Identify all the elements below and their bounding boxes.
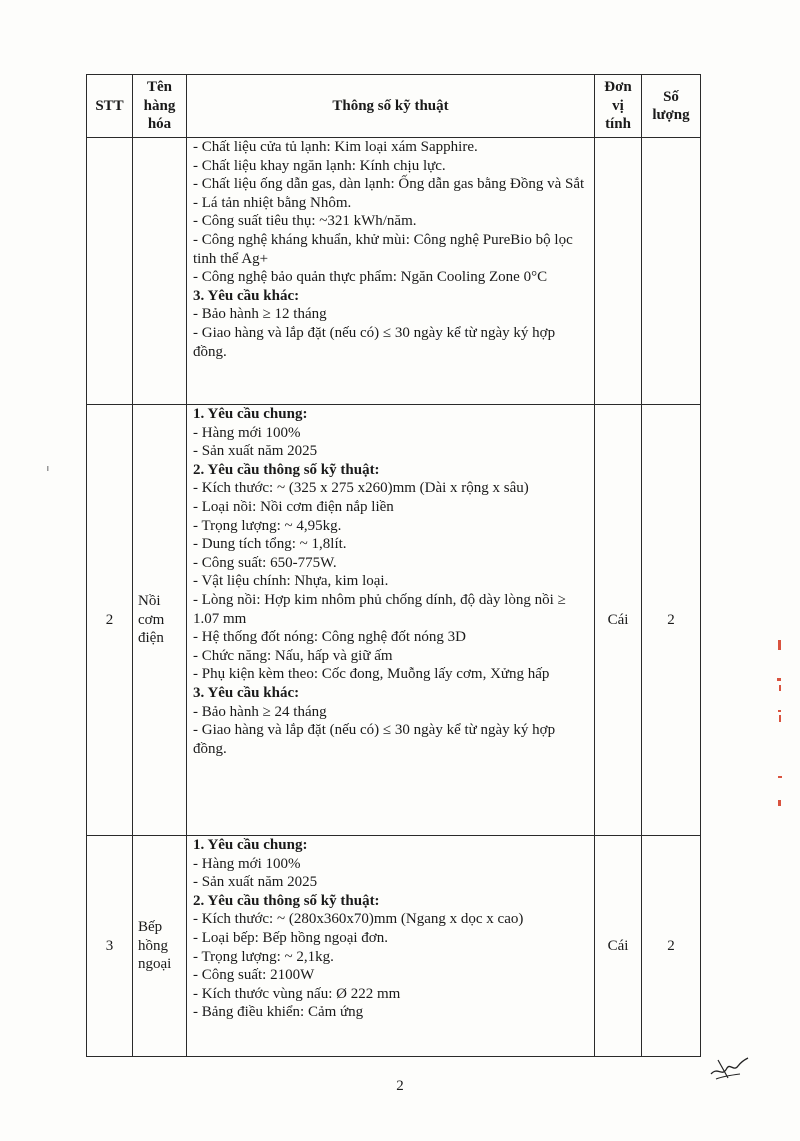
header-name: Tên hàng hóa xyxy=(133,75,187,138)
spec-heading: 2. Yêu cầu thông số kỹ thuật: xyxy=(193,461,380,478)
cell-unit: Cái xyxy=(595,405,642,836)
cell-item-name: Bếp hồng ngoại xyxy=(133,836,187,1057)
spec-line: - Chất liệu cửa tủ lạnh: Kim loại xám Sapphire. xyxy=(193,139,478,155)
spec-line: - Hệ thống đốt nóng: Công nghệ đốt nóng 3D xyxy=(193,629,466,646)
spec-line: - Công nghệ kháng khuẩn, khử mùi: Công nghệ PureBio bộ lọc tinh thể Ag+ xyxy=(193,231,573,267)
spec-line: - Kích thước vùng nấu: Ø 222 mm xyxy=(193,985,401,1002)
spec-line: - Trọng lượng: ~ 4,95kg. xyxy=(193,517,342,534)
table-row xyxy=(87,138,701,405)
header-spec: Thông số kỹ thuật xyxy=(187,75,595,138)
spec-line: - Dung tích tổng: ~ 1,8lít. xyxy=(193,536,347,553)
cell-item-name: Nồi cơm điện xyxy=(133,405,187,836)
spec-line: - Lòng nồi: Hợp kim nhôm phủ chống dính, độ dày lòng nồi ≥ 1.07 mm xyxy=(193,591,566,627)
spec-table xyxy=(86,74,701,1057)
margin-stamp-marks xyxy=(775,640,787,815)
cell-spec xyxy=(187,836,595,1057)
spec-line: - Bảo hành ≥ 24 tháng xyxy=(193,703,327,720)
spec-line: - Bảo hành ≥ 12 tháng xyxy=(193,306,327,323)
table-row xyxy=(87,836,701,1057)
cell-qty: 2 xyxy=(642,405,701,836)
scan-speck xyxy=(47,466,50,472)
cell-qty xyxy=(642,138,701,405)
spec-heading: 3. Yêu cầu khác: xyxy=(193,684,300,701)
cell-item-name xyxy=(133,138,187,405)
spec-line: - Chất liệu ống dẫn gas, dàn lạnh: Ống dẫn gas bằng Đồng và Sắt - Lá tản nhiệt bằng Nhôm. xyxy=(193,176,585,211)
table-row xyxy=(87,405,701,836)
spec-heading: 1. Yêu cầu chung: xyxy=(193,837,308,853)
spec-line: - Trọng lượng: ~ 2,1kg. xyxy=(193,948,334,965)
header-qty: Số lượng xyxy=(642,75,701,138)
table-body xyxy=(87,138,701,1057)
cell-stt: 2 xyxy=(87,405,133,836)
cell-stt xyxy=(87,138,133,405)
cell-unit xyxy=(595,138,642,405)
spec-line: - Giao hàng và lắp đặt (nếu có) ≤ 30 ngày kể từ ngày ký hợp đồng. xyxy=(193,722,556,757)
spec-line: - Vật liệu chính: Nhựa, kim loại. xyxy=(193,573,389,590)
spec-line: - Sản xuất năm 2025 xyxy=(193,443,318,460)
spec-line: - Phụ kiện kèm theo: Cốc đong, Muỗng lấy cơm, Xửng hấp xyxy=(193,666,550,683)
spec-line: - Chức năng: Nấu, hấp và giữ ấm xyxy=(193,647,393,664)
header-unit: Đơn vị tính xyxy=(595,75,642,138)
spec-line: - Sản xuất năm 2025 xyxy=(193,874,318,891)
table-header-row xyxy=(87,75,701,138)
spec-line: - Hàng mới 100% xyxy=(193,855,301,872)
cell-spec xyxy=(187,138,595,405)
spec-heading: 3. Yêu cầu khác: xyxy=(193,287,300,304)
page-number: 2 xyxy=(396,1078,404,1094)
spec-line: - Kích thước: ~ (280x360x70)mm (Ngang x dọc x cao) xyxy=(193,911,524,928)
spec-line: - Loại nồi: Nồi cơm điện nắp liền xyxy=(193,498,394,515)
spec-line: - Giao hàng và lắp đặt (nếu có) ≤ 30 ngày kể từ ngày ký hợp đồng. xyxy=(193,324,556,360)
spec-line: - Loại bếp: Bếp hồng ngoại đơn. xyxy=(193,929,388,946)
spec-line: - Bảng điều khiển: Cảm ứng xyxy=(193,1004,364,1021)
spec-line: - Hàng mới 100% xyxy=(193,424,301,441)
cell-spec xyxy=(187,405,595,836)
cell-qty: 2 xyxy=(642,836,701,1057)
cell-stt: 3 xyxy=(87,836,133,1057)
spec-line: - Công nghệ bảo quản thực phẩm: Ngăn Cooling Zone 0°C xyxy=(193,269,548,286)
spec-line: - Kích thước: ~ (325 x 275 x260)mm (Dài x rộng x sâu) xyxy=(193,480,529,497)
spec-line: - Chất liệu khay ngăn lạnh: Kính chịu lực. xyxy=(193,157,446,174)
signature-mark xyxy=(708,1054,750,1082)
spec-heading: 1. Yêu cầu chung: xyxy=(193,406,308,422)
spec-line: - Công suất: 2100W xyxy=(193,967,315,984)
header-stt: STT xyxy=(87,75,133,138)
spec-line: - Công suất tiêu thụ: ~321 kWh/năm. xyxy=(193,213,417,230)
spec-line: - Công suất: 650-775W. xyxy=(193,554,337,571)
cell-unit: Cái xyxy=(595,836,642,1057)
spec-heading: 2. Yêu cầu thông số kỹ thuật: xyxy=(193,892,380,909)
